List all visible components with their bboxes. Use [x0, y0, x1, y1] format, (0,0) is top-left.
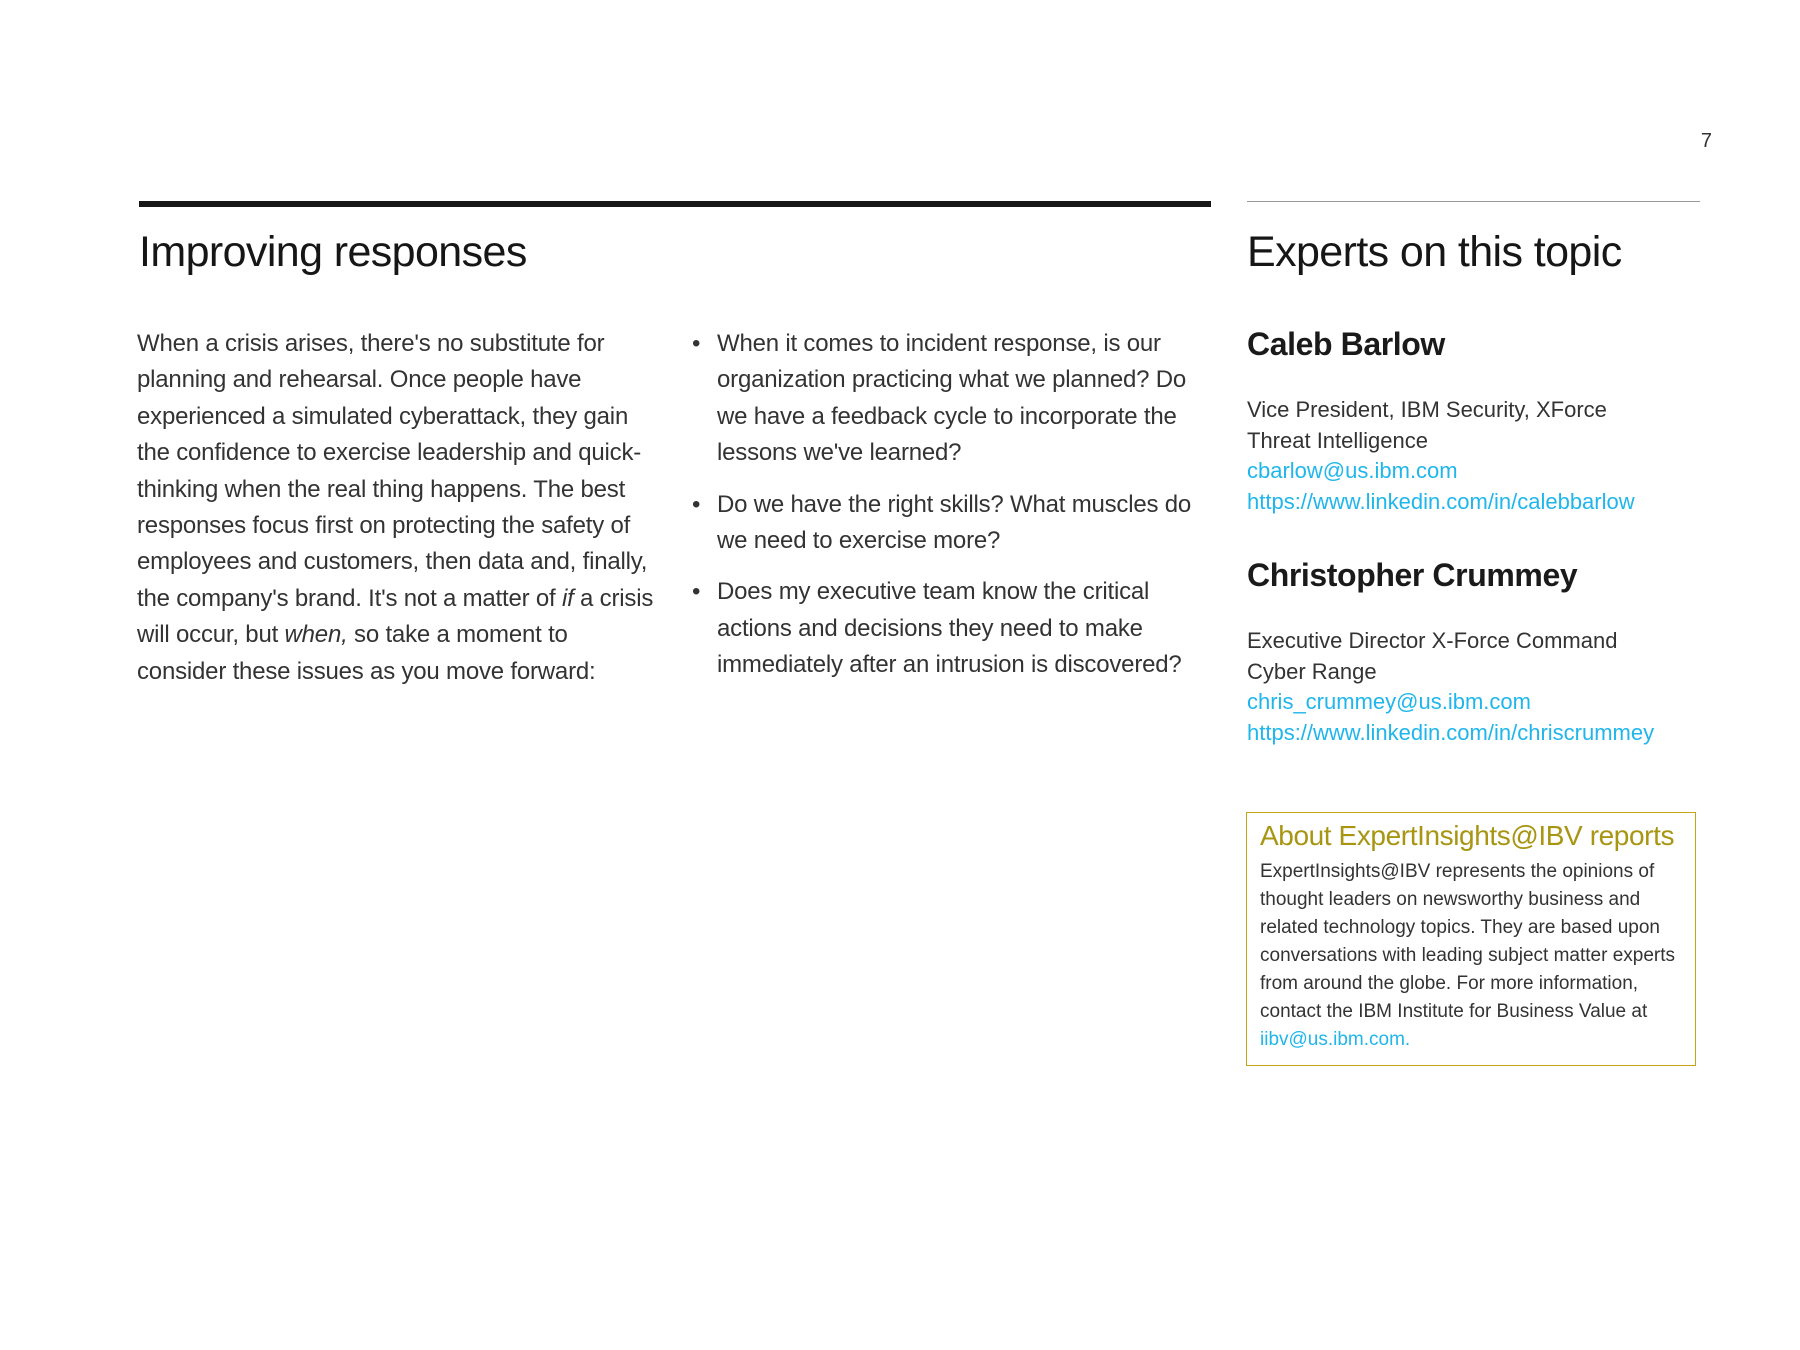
list-item — [690, 326, 1210, 472]
expert-role-line: Cyber Range — [1247, 658, 1377, 684]
bullet-icon: • — [692, 330, 701, 357]
about-box — [1246, 812, 1696, 1066]
list-item-text: Do we have the right skills? What muscles do we need to exercise more? — [717, 490, 1192, 555]
expert-card-christopher-crummey — [1247, 557, 1700, 748]
questions-column — [690, 326, 1210, 699]
about-title: About ExpertInsights@IBV reports — [1260, 820, 1675, 851]
expert-role-line: Threat Intelligence — [1247, 427, 1428, 453]
expert-name: Caleb Barlow — [1247, 326, 1445, 362]
section-rule-left — [139, 201, 1211, 207]
intro-paragraph — [137, 326, 657, 690]
section-rule-right — [1247, 201, 1700, 202]
expert-linkedin-link[interactable]: https://www.linkedin.com/in/calebbarlow — [1247, 488, 1635, 514]
expert-email-link[interactable]: chris_crummey@us.ibm.com — [1247, 689, 1531, 714]
expert-linkedin-link[interactable]: https://www.linkedin.com/in/chriscrummey — [1247, 719, 1655, 745]
about-email-link[interactable]: iibv@us.ibm.com. — [1260, 1029, 1411, 1050]
expert-role — [1247, 395, 1700, 456]
intro-column — [137, 326, 657, 690]
intro-emphasis-when: when, — [284, 621, 348, 649]
page-number: 7 — [1700, 130, 1712, 152]
expert-role-line: Executive Director X-Force Command — [1247, 628, 1618, 653]
list-item — [690, 574, 1210, 683]
expert-email-link[interactable]: cbarlow@us.ibm.com — [1247, 458, 1458, 483]
section-title-improving-responses: Improving responses — [139, 228, 527, 276]
questions-list — [690, 326, 1210, 684]
expert-role — [1247, 626, 1700, 687]
bullet-icon: • — [692, 490, 701, 518]
list-item-text: When it comes to incident response, is our organization practicing what we planned? Do we have a feedback cycle to incorporate the lessons we've learned? — [717, 330, 1187, 467]
expert-role-line: Vice President, IBM Security, XForce — [1247, 397, 1607, 422]
bullet-icon: • — [692, 578, 701, 606]
intro-emphasis-if: if — [561, 584, 574, 612]
intro-text-3: so take a moment to consider these issues as you move forward: — [137, 621, 596, 685]
section-title-experts: Experts on this topic — [1247, 228, 1622, 276]
intro-text-1: When a crisis arises, there's no substitute for planning and rehearsal. Once people have experienced a simulated cyberattack, they gain the confidence to exercise leadership and quick-thinking when the real thing happens. The best responses focus first on protecting the safety of employees and customers, then data and, finally, the company's brand. It's not a matter of — [137, 330, 648, 612]
list-item — [690, 487, 1210, 560]
about-description: ExpertInsights@IBV represents the opinions of thought leaders on newsworthy business and related technology topics. They are based upon conversations with leading subject matter experts from around the globe. For more information, contact the IBM Institute for Business Value at — [1260, 861, 1676, 1022]
expert-card-caleb-barlow — [1247, 326, 1700, 517]
expert-name: Christopher Crummey — [1247, 557, 1578, 593]
about-text — [1260, 858, 1683, 1054]
intro-text-2: a crisis will occur, but — [137, 584, 654, 649]
list-item-text: Does my executive team know the critical actions and decisions they need to make immediately after an intrusion is discovered? — [717, 578, 1182, 679]
